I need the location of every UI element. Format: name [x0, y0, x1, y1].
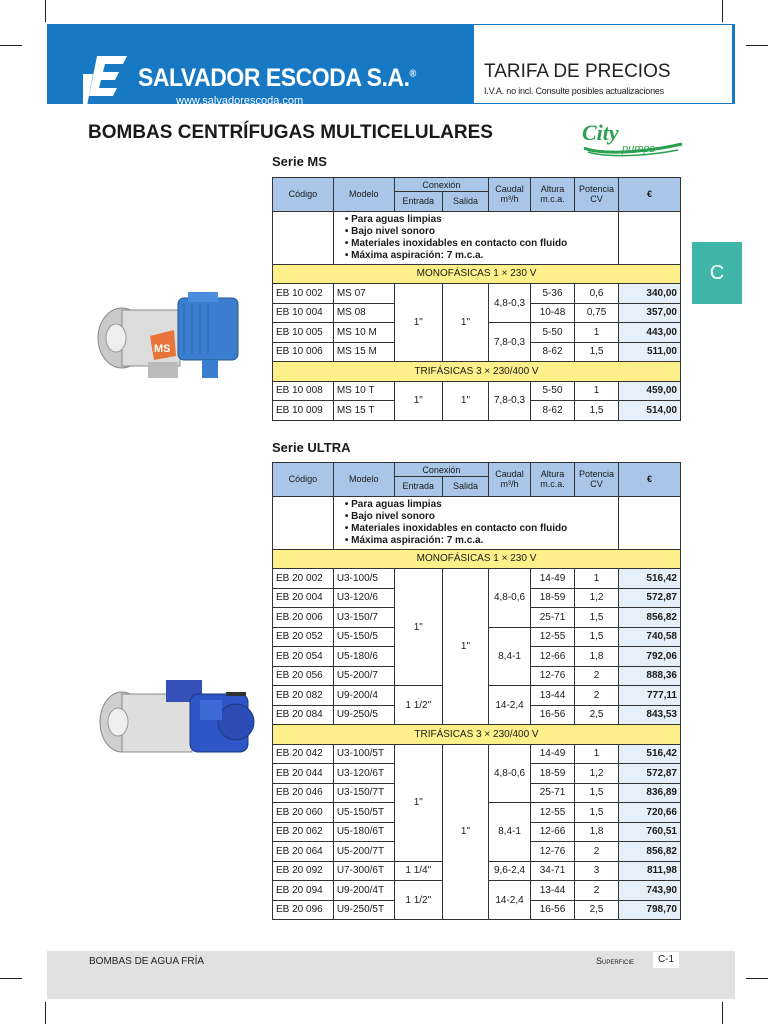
brand-name: SALVADOR ESCODA S.A.® [138, 64, 416, 92]
table-cell: 514,00 [619, 401, 681, 421]
table-cell: 5-36 [530, 284, 574, 304]
table-cell: 4,8-0,3 [489, 284, 531, 323]
col-precio: € [619, 463, 681, 497]
table-cell: 12-66 [530, 647, 574, 667]
table-cell: EB 20 064 [273, 842, 334, 862]
feature-item: • Para aguas limpias [345, 499, 615, 511]
table-cell: 4,8-0,6 [489, 744, 531, 803]
table-cell: 811,98 [619, 861, 681, 881]
tarifa-subtitle: I.V.A. no incl. Consulte posibles actualizaciones [484, 86, 664, 96]
feature-item: • Para aguas limpias [345, 214, 615, 226]
table-cell: MS 10 M [333, 323, 394, 343]
table-cell: 1,5 [575, 803, 619, 823]
table-cell: 2 [575, 881, 619, 901]
table-cell: 1,5 [575, 783, 619, 803]
table-cell: 777,11 [619, 686, 681, 706]
col-salida: Salida [442, 192, 488, 212]
tarifa-title: TARIFA DE PRECIOS [484, 61, 671, 82]
table-cell: U5-200/7T [333, 842, 394, 862]
table-cell: 8,4-1 [489, 803, 531, 862]
table-cell: MS 10 T [333, 381, 394, 401]
table-cell: EB 20 082 [273, 686, 334, 706]
table-cell: 760,51 [619, 822, 681, 842]
col-codigo: Código [273, 178, 334, 212]
table-cell: MS 15 T [333, 401, 394, 421]
table-cell: 2,5 [575, 900, 619, 920]
table-cell: 14-49 [530, 569, 574, 589]
table-cell: 9,6-2,4 [489, 861, 531, 881]
table-cell: 1" [442, 744, 488, 920]
band-monofasicas: MONOFÁSICAS 1 × 230 V [273, 264, 681, 284]
tarifa-box [473, 24, 733, 104]
table-cell: 572,87 [619, 764, 681, 784]
footer-category: Superficie [596, 956, 635, 966]
page-title: BOMBAS CENTRÍFUGAS MULTICELULARES [88, 122, 493, 143]
table-cell: U3-100/5 [333, 569, 394, 589]
table-cell [273, 496, 334, 549]
features-row [273, 211, 681, 264]
table-cell: EB 10 009 [273, 401, 334, 421]
col-entrada: Entrada [394, 192, 442, 212]
crop-mark [0, 978, 22, 979]
ultra-price-table [272, 462, 681, 920]
table-cell: 7,8-0,3 [489, 323, 531, 362]
table-cell: U5-180/6T [333, 822, 394, 842]
features-list [333, 496, 618, 549]
table-cell: 14-2,4 [489, 686, 531, 725]
feature-item: • Materiales inoxidables en contacto con fluido [345, 238, 615, 250]
table-row [273, 744, 681, 764]
footer-section: BOMBAS DE AGUA FRÍA [89, 956, 205, 967]
table-cell: 1,8 [575, 822, 619, 842]
table-cell: U9-200/4 [333, 686, 394, 706]
table-header [273, 178, 681, 192]
table-cell: 12-55 [530, 803, 574, 823]
table-cell: 1" [394, 381, 442, 420]
table-cell: EB 20 004 [273, 588, 334, 608]
table-cell: 1 1/2" [394, 881, 442, 920]
table-cell: 798,70 [619, 900, 681, 920]
table-cell: 12-76 [530, 666, 574, 686]
table-cell: 1" [442, 284, 488, 362]
crop-mark [722, 1002, 723, 1024]
table-cell: U3-120/6 [333, 588, 394, 608]
table-cell: U9-250/5T [333, 900, 394, 920]
table-cell: MS 07 [333, 284, 394, 304]
table-cell: 856,82 [619, 842, 681, 862]
table-cell: 0,6 [575, 284, 619, 304]
table-cell: 1,5 [575, 342, 619, 362]
table-cell: U5-200/7 [333, 666, 394, 686]
table-cell: 1" [442, 381, 488, 420]
feature-item: • Materiales inoxidables en contacto con fluido [345, 523, 615, 535]
table-cell: 1,5 [575, 401, 619, 421]
table-cell: 792,06 [619, 647, 681, 667]
table-cell: U7-300/6T [333, 861, 394, 881]
table-cell: 888,36 [619, 666, 681, 686]
table-cell: 1" [394, 569, 442, 686]
table-cell: 1,5 [575, 627, 619, 647]
table-cell: 25-71 [530, 608, 574, 628]
band-monofasicas: MONOFÁSICAS 1 × 230 V [273, 549, 681, 569]
page-number: C-1 [653, 952, 679, 968]
table-cell: EB 20 046 [273, 783, 334, 803]
table-cell: 3 [575, 861, 619, 881]
table-cell: MS 15 M [333, 342, 394, 362]
table-cell: EB 20 044 [273, 764, 334, 784]
table-cell: EB 20 052 [273, 627, 334, 647]
feature-item: • Máxima aspiración: 7 m.c.a. [345, 250, 615, 262]
table-cell: 1 [575, 744, 619, 764]
col-caudal: Caudal m³/h [489, 178, 531, 212]
header-banner [47, 24, 735, 107]
col-conexion: Conexión [394, 463, 488, 477]
table-cell: U3-120/6T [333, 764, 394, 784]
table-row [273, 569, 681, 589]
table-cell: 8,4-1 [489, 627, 531, 686]
col-entrada: Entrada [394, 477, 442, 497]
table-cell: U9-250/5 [333, 705, 394, 725]
table-cell: 357,00 [619, 303, 681, 323]
table-cell: 856,82 [619, 608, 681, 628]
col-altura: Altura m.c.a. [530, 463, 574, 497]
table-cell: 12-55 [530, 627, 574, 647]
table-cell: U3-150/7 [333, 608, 394, 628]
table-cell: 572,87 [619, 588, 681, 608]
table-cell: 1,8 [575, 647, 619, 667]
table-cell: EB 10 002 [273, 284, 334, 304]
table-cell: 18-59 [530, 588, 574, 608]
table-cell: 443,00 [619, 323, 681, 343]
table-cell: 2,5 [575, 705, 619, 725]
table-cell: 2 [575, 666, 619, 686]
table-cell: EB 10 004 [273, 303, 334, 323]
feature-item: • Bajo nivel sonoro [345, 226, 615, 238]
table-cell: 459,00 [619, 381, 681, 401]
website-url: www.salvadorescoda.com [176, 95, 304, 107]
section-tab[interactable]: C [692, 242, 742, 304]
col-potencia: Potencia CV [575, 178, 619, 212]
table-cell: EB 20 006 [273, 608, 334, 628]
table-cell: 2 [575, 842, 619, 862]
col-precio: € [619, 178, 681, 212]
table-cell: 720,66 [619, 803, 681, 823]
table-cell: 13-44 [530, 686, 574, 706]
table-cell: 12-76 [530, 842, 574, 862]
pumps-logo-text: pumps [622, 143, 656, 155]
table-cell: 1,2 [575, 588, 619, 608]
table-cell: 13-44 [530, 881, 574, 901]
table-cell: 5-50 [530, 381, 574, 401]
table-cell: EB 20 002 [273, 569, 334, 589]
table-cell: 14-49 [530, 744, 574, 764]
crop-mark [746, 45, 768, 46]
table-cell: 1 [575, 569, 619, 589]
table-cell: EB 20 054 [273, 647, 334, 667]
table-cell: 340,00 [619, 284, 681, 304]
table-cell: 16-56 [530, 900, 574, 920]
table-cell: EB 20 096 [273, 900, 334, 920]
feature-item: • Máxima aspiración: 7 m.c.a. [345, 535, 615, 547]
table-cell: EB 20 094 [273, 881, 334, 901]
table-cell: 843,53 [619, 705, 681, 725]
col-conexion: Conexión [394, 178, 488, 192]
table-cell: EB 10 008 [273, 381, 334, 401]
city-logo-text: City [582, 120, 619, 145]
table-cell: EB 20 060 [273, 803, 334, 823]
table-cell: U3-150/7T [333, 783, 394, 803]
table-cell: 2 [575, 686, 619, 706]
table-row [273, 381, 681, 401]
table-cell: 1 1/4" [394, 861, 442, 881]
table-cell: 740,58 [619, 627, 681, 647]
table-cell: 1,2 [575, 764, 619, 784]
table-cell: 8-62 [530, 342, 574, 362]
table-cell [273, 211, 334, 264]
table-cell: 18-59 [530, 764, 574, 784]
table-cell: EB 20 042 [273, 744, 334, 764]
pump-label: MS [154, 343, 171, 355]
col-potencia: Potencia CV [575, 463, 619, 497]
table-cell: 836,89 [619, 783, 681, 803]
table-cell: 516,42 [619, 744, 681, 764]
table-cell: 743,90 [619, 881, 681, 901]
table-cell: 4,8-0,6 [489, 569, 531, 628]
table-cell: 1,5 [575, 608, 619, 628]
table-cell: EB 10 006 [273, 342, 334, 362]
ms-pump-image [92, 290, 248, 390]
features-list [333, 211, 618, 264]
table-cell: 25-71 [530, 783, 574, 803]
band-trifasicas: TRIFÁSICAS 3 × 230/400 V [273, 725, 681, 745]
col-codigo: Código [273, 463, 334, 497]
table-cell: 1 1/2" [394, 686, 442, 725]
table-cell: 1" [394, 744, 442, 861]
ultra-pump-image [96, 670, 256, 770]
table-cell: 1 [575, 381, 619, 401]
table-cell: MS 08 [333, 303, 394, 323]
col-altura: Altura m.c.a. [530, 178, 574, 212]
ms-price-table [272, 177, 681, 421]
table-cell: 1" [394, 284, 442, 362]
table-cell: EB 20 062 [273, 822, 334, 842]
table-cell [619, 496, 681, 549]
table-cell: 5-50 [530, 323, 574, 343]
crop-mark [45, 0, 46, 22]
table-cell: 14-2,4 [489, 881, 531, 920]
city-pumps-logo-icon [578, 118, 686, 160]
feature-item: • Bajo nivel sonoro [345, 511, 615, 523]
table-cell: U9-200/4T [333, 881, 394, 901]
table-cell: EB 20 092 [273, 861, 334, 881]
serie-ms-title: Serie MS [272, 154, 327, 169]
footer-bar [47, 951, 735, 999]
table-cell: U3-100/5T [333, 744, 394, 764]
table-cell: 1" [442, 569, 488, 725]
band-trifasicas: TRIFÁSICAS 3 × 230/400 V [273, 362, 681, 382]
table-cell: 516,42 [619, 569, 681, 589]
table-cell: 8-62 [530, 401, 574, 421]
crop-mark [45, 1002, 46, 1024]
table-cell [619, 211, 681, 264]
table-cell: U5-180/6 [333, 647, 394, 667]
table-row [273, 284, 681, 304]
table-cell: 16-56 [530, 705, 574, 725]
table-header [273, 463, 681, 477]
col-salida: Salida [442, 477, 488, 497]
table-cell: U5-150/5T [333, 803, 394, 823]
table-cell: 1 [575, 323, 619, 343]
table-cell: 511,00 [619, 342, 681, 362]
features-row [273, 496, 681, 549]
table-cell: 12-66 [530, 822, 574, 842]
crop-mark [746, 978, 768, 979]
table-cell: 34-71 [530, 861, 574, 881]
table-cell: 10-48 [530, 303, 574, 323]
table-cell: 0,75 [575, 303, 619, 323]
table-cell: EB 20 084 [273, 705, 334, 725]
col-modelo: Modelo [333, 463, 394, 497]
table-cell: U5-150/5 [333, 627, 394, 647]
col-modelo: Modelo [333, 178, 394, 212]
col-caudal: Caudal m³/h [489, 463, 531, 497]
serie-ultra-title: Serie ULTRA [272, 440, 351, 455]
crop-mark [722, 0, 723, 22]
crop-mark [0, 45, 22, 46]
table-cell: EB 10 005 [273, 323, 334, 343]
table-cell: 7,8-0,3 [489, 381, 531, 420]
table-cell: EB 20 056 [273, 666, 334, 686]
salvador-escoda-logo-icon [83, 56, 127, 106]
